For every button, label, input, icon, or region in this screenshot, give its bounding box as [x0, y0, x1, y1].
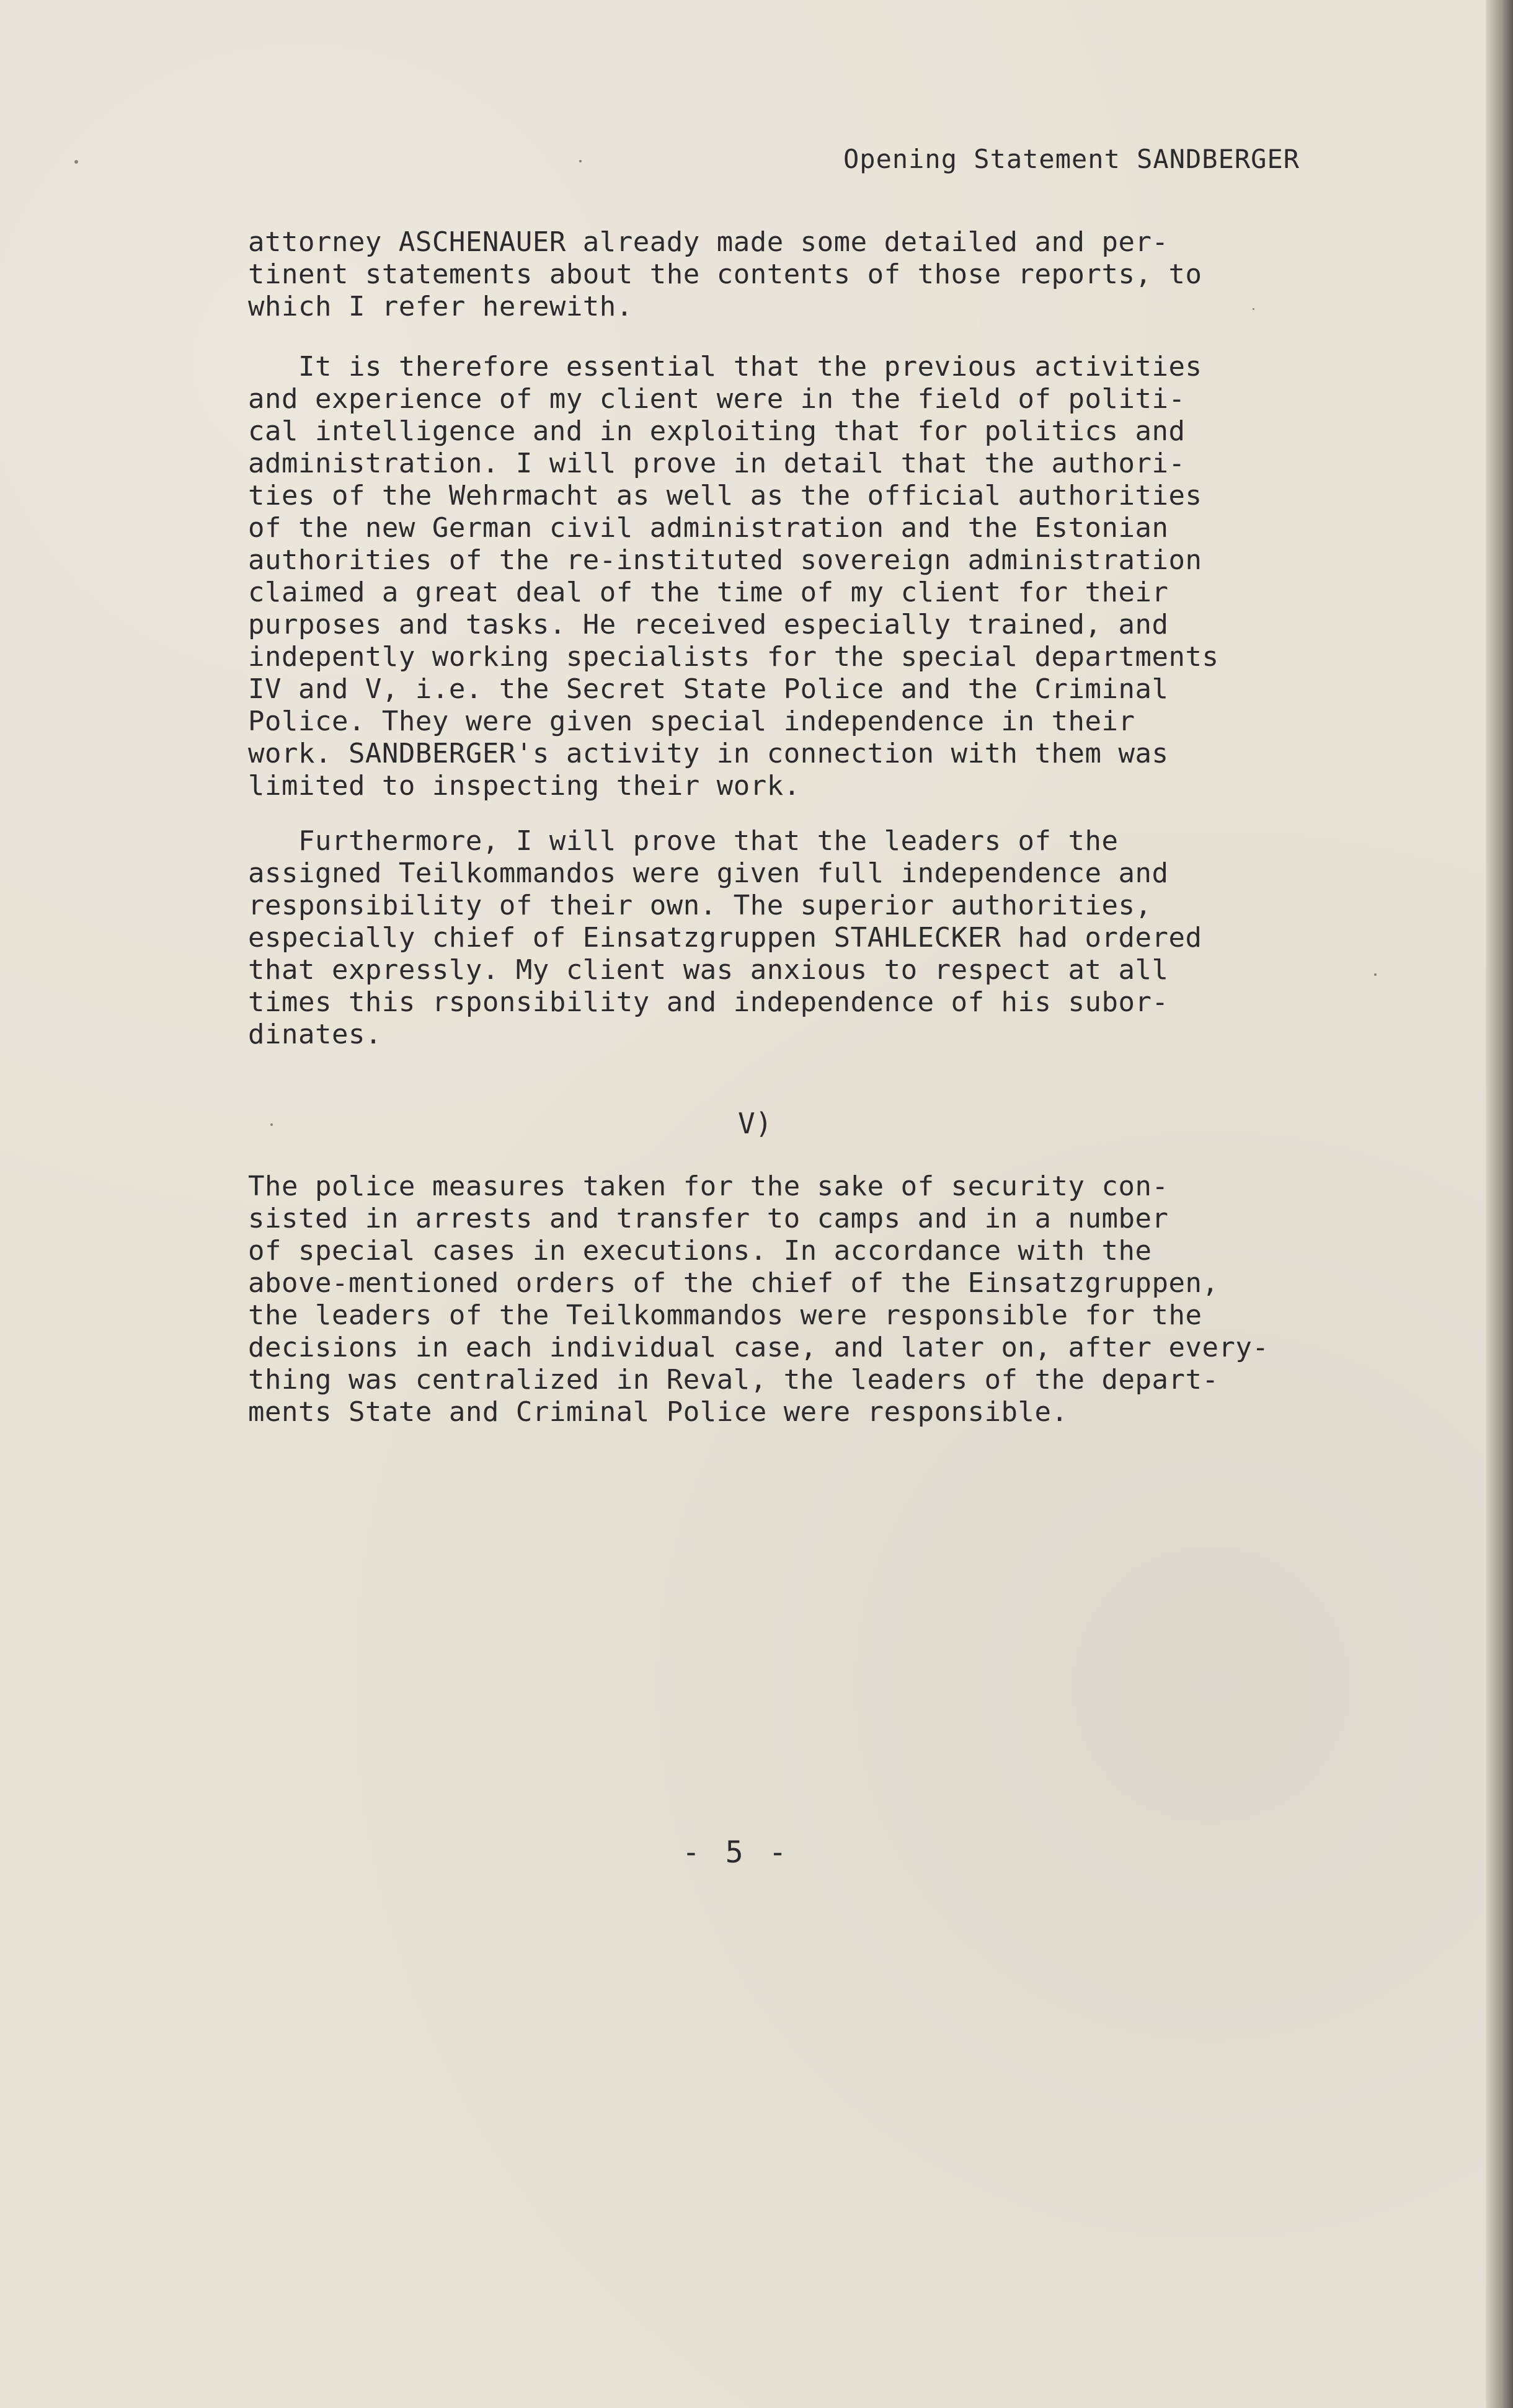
page-number: - 5 -	[682, 1835, 791, 1870]
paper-speck	[1374, 973, 1377, 976]
section-heading: V)	[738, 1107, 773, 1140]
page-header-title: Opening Statement SANDBERGER	[843, 144, 1300, 174]
paper-speck	[579, 160, 582, 162]
paper-speck	[74, 160, 78, 164]
paragraph-police-measures: The police measures taken for the sake of security con- sisted in arrests and transfer to camps and in a number of special cases in executions. In accordance with the above-mentioned orders of the chief of the Einsatzgruppen, the leaders of the Teilkommandos were responsible for the decisions in each individual case, and later on, after every- thing was centralized in Reval, the leaders of the depart- ments State and Criminal Police were responsible.	[248, 1171, 1269, 1428]
paragraph-intro-continuation: attorney ASCHENAUER already made some detailed and per- tinent statements about the contents of those reports, to which I refer herewith.	[248, 226, 1202, 322]
paragraph-teilkommandos-independence: Furthermore, I will prove that the leaders of the assigned Teilkommandos were given full independence and responsibility of their own. The superior authorities, especially chief of Einsatzgruppen STAHLECKER had ordered that expressly. My client was anxious to respect at all times this rsponsibility and independence of his subor- dinates.	[248, 825, 1202, 1050]
paragraph-intelligence-activities: It is therefore essential that the previous activities and experience of my client were in the field of politi- cal intelligence and in exploiting that for politics and administration. I will prove in detail that the authori- ties of the Wehrmacht as well as the official authorities of the new German civil administration and the Estonian authorities of the re-instituted sovereign administration claimed a great deal of the time of my client for their purposes and tasks. He received especially trained, and indepently working specialists for the special departments IV and V, i.e. the Secret State Police and the Criminal Police. They were given special independence in their work. SANDBERGER's activity in connection with them was limited to inspecting their work.	[248, 351, 1219, 802]
page-edge-shadow	[1486, 0, 1513, 2408]
paper-speck	[1253, 308, 1254, 310]
paper-speck	[270, 1123, 273, 1126]
